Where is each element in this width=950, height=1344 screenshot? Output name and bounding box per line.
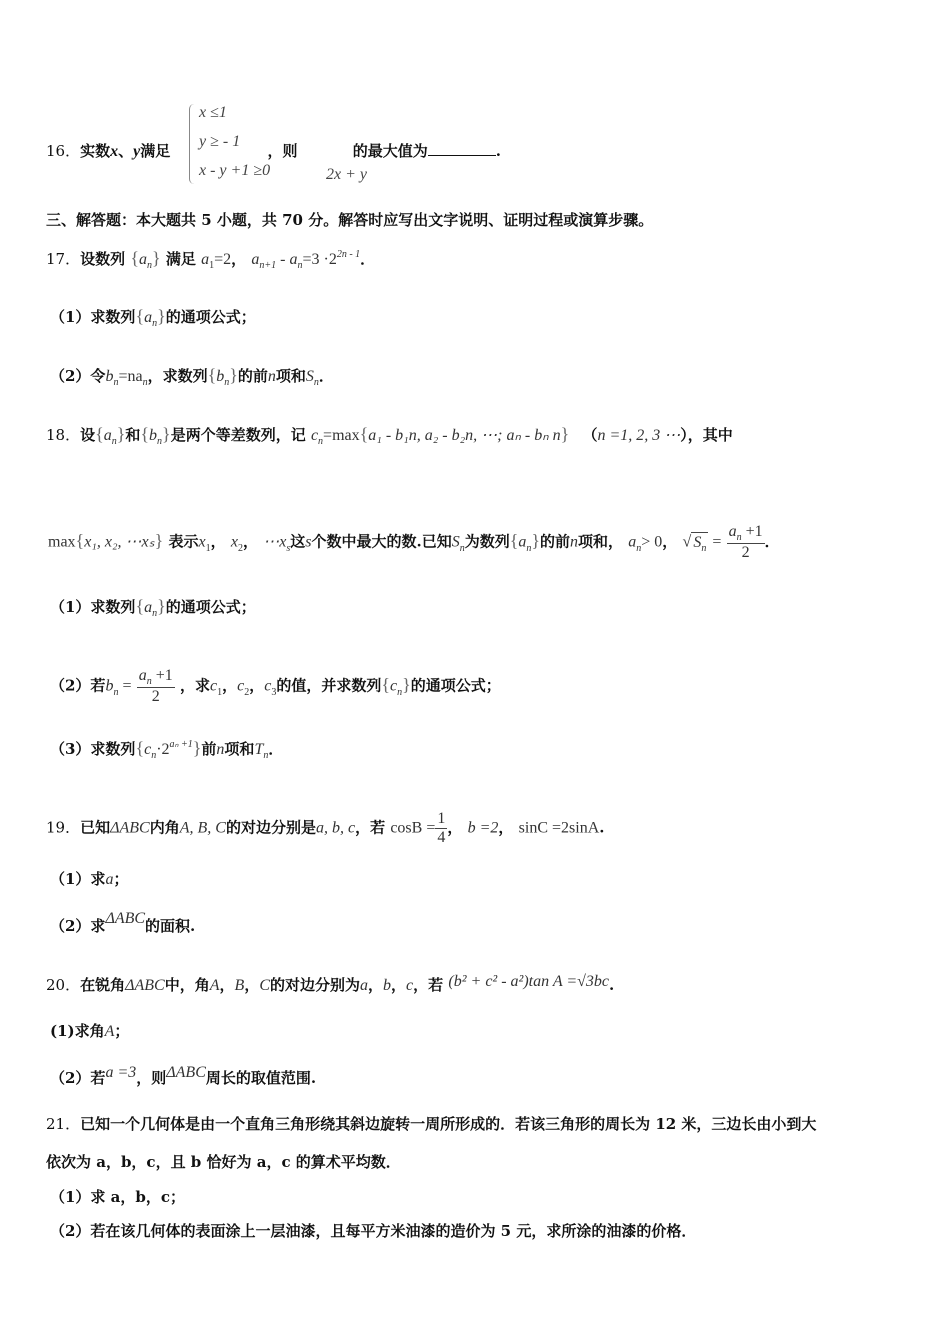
question-19: 19．已知ΔABC内角A, B, C的对边分别是a, b, c，若 cosB = $\frac{1}{4}$ ， b =2， sinC =2sinA. xyxy=(46,810,605,846)
question-21: 21．已知一个几何体是由一个直角三角形绕其斜边旋转一周所形成的．若该三角形的周长为 12 米，三边长由小到大 xyxy=(46,1115,817,1133)
section-heading: 三、解答题：本大题共 5 小题，共 70 分。解答时应写出文字说明、证明过程或演算步骤。 xyxy=(46,211,654,229)
q17-part1: （1）求数列$\{a_n\}$的通项公式； xyxy=(50,306,256,329)
fraction: $\frac{1}{4}$ xyxy=(437,810,446,846)
constraint-3: x - y +1 ≥0 xyxy=(199,162,271,179)
q18-line2: max{x₁, x₂, ⋯xₛ} 表示$x_1$， $x_2$， $\cdots x_s$这s个数中最大的数.已知$S_n$为数列$\{a_n\}$的前n项和， $a_n> 0$， √ $S_n$ = $\frac{a_n +1}{2}$ ． xyxy=(48,523,780,561)
answer-blank[interactable] xyxy=(428,141,496,156)
q18-part3: （3）求数列$\{c_n\cdot 2^{a_n +1}\}$前n项和$T_n$． xyxy=(50,738,284,761)
q20-part1: (1)求角A； xyxy=(50,1022,130,1040)
q18-part2: （2）若$b_n$ = $\frac{a_n +1}{2}$ ，求$c_1$，$c_2$，$c_3$的值，并求数列$\{c_n\}$的通项公式； xyxy=(50,667,501,705)
q21-part2: （2）若在该几何体的表面涂上一层油漆，且每平方米油漆的造价为 5 元，求所涂的油漆的价格． xyxy=(50,1222,697,1240)
fraction: $\frac{a_n +1}{2}$ xyxy=(728,523,763,561)
q21-part1: （1）求 a，b，c； xyxy=(50,1188,186,1206)
question-20: 20．在锐角ΔABC中，角A，B，C的对边分别为a，b，c，若 (b² + c² - a²)tan A =√3bc. xyxy=(46,973,615,994)
objective-expression: 2x + y xyxy=(326,166,367,183)
question-number: 16． xyxy=(46,142,81,160)
question-17: 17．设数列 $\{a_n\}$ 满足 $a_1=2$， $a_{n+1} - a_n=3 \cdot 2^{2n - 1}$． xyxy=(46,248,376,271)
q20-part2: （2）若a =3，则ΔABC周长的取值范围. xyxy=(50,1064,317,1087)
q19-part1: （1）求a； xyxy=(50,870,129,888)
q18-part1: （1）求数列$\{a_n\}$的通项公式； xyxy=(50,596,256,619)
constraint-2: y ≥ - 1 xyxy=(199,133,241,150)
question-16: 16．实数x、y满足 ，则 的最大值为 . xyxy=(46,142,501,160)
q17-part2: （2）令$b_n=na_n$，求数列$\{b_n\}$的前n项和$S_n$． xyxy=(50,365,334,388)
question-18: 18．设$\{a_n\}$和$\{b_n\}$是两个等差数列，记 $c_n=\max\{a_1 - b_1n$, a₂ - b₂n, ⋯; aₙ - bₙ n} （n =1, 2, 3 ⋯），其中 xyxy=(46,424,733,447)
q21-line2: 依次为 a，b，c，且 b 恰好为 a，c 的算术平均数． xyxy=(46,1153,401,1171)
constraint-1: x ≤1 xyxy=(199,104,227,121)
fraction: $\frac{a_n +1}{2}$ xyxy=(138,667,173,705)
q19-part2: （2）求ΔABC的面积. xyxy=(50,910,196,935)
